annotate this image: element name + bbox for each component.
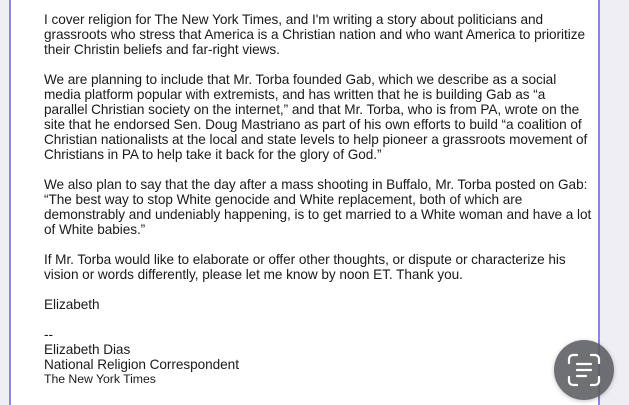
email-paragraph-intro: I cover religion for The New York Times, and I'm writing a story about politicians and grassroots who stress that America is a Christian nation and who want America to prioritize their Christin beliefs and far-right views. bbox=[44, 12, 585, 57]
email-paragraph-buffalo: We also plan to say that the day after a mass shooting in Buffalo, Mr. Torba posted on Gab: “The best way to stop White genocide and White replacement, both of which are demonstrably and undeniably happening, is to get married to a White woman and have a lot of White babies.” bbox=[44, 177, 592, 237]
email-signoff: Elizabeth bbox=[44, 297, 100, 312]
signature-separator: -- bbox=[44, 327, 53, 342]
live-text-button[interactable] bbox=[554, 340, 614, 400]
signature-organization: The New York Times bbox=[44, 372, 156, 386]
left-border-line bbox=[9, 0, 11, 405]
left-margin bbox=[0, 0, 9, 405]
signature-title: National Religion Correspondent bbox=[44, 357, 239, 372]
email-body bbox=[44, 12, 592, 387]
email-paragraph-gab: We are planning to include that Mr. Torba founded Gab, which we describe as a social media platform popular with extremists, and has written that he is building Gab as “a parallel Christian society on the internet,” and that Mr. Torba, who is from PA, wrote on the site that he endorsed Sen. Doug Mastriano as part of his own efforts to build “a coalition of Christian nationalists at the local and state levels to help pioneer a grassroots movement of Christians in PA to help take it back for the glory of God.” bbox=[44, 72, 588, 162]
right-margin bbox=[600, 0, 629, 405]
signature-name: Elizabeth Dias bbox=[44, 342, 131, 357]
email-paragraph-request: If Mr. Torba would like to elaborate or offer other thoughts, or dispute or characterize his vision or words differently, please let me know by noon ET. Thank you. bbox=[44, 252, 566, 282]
live-text-icon bbox=[567, 353, 601, 387]
